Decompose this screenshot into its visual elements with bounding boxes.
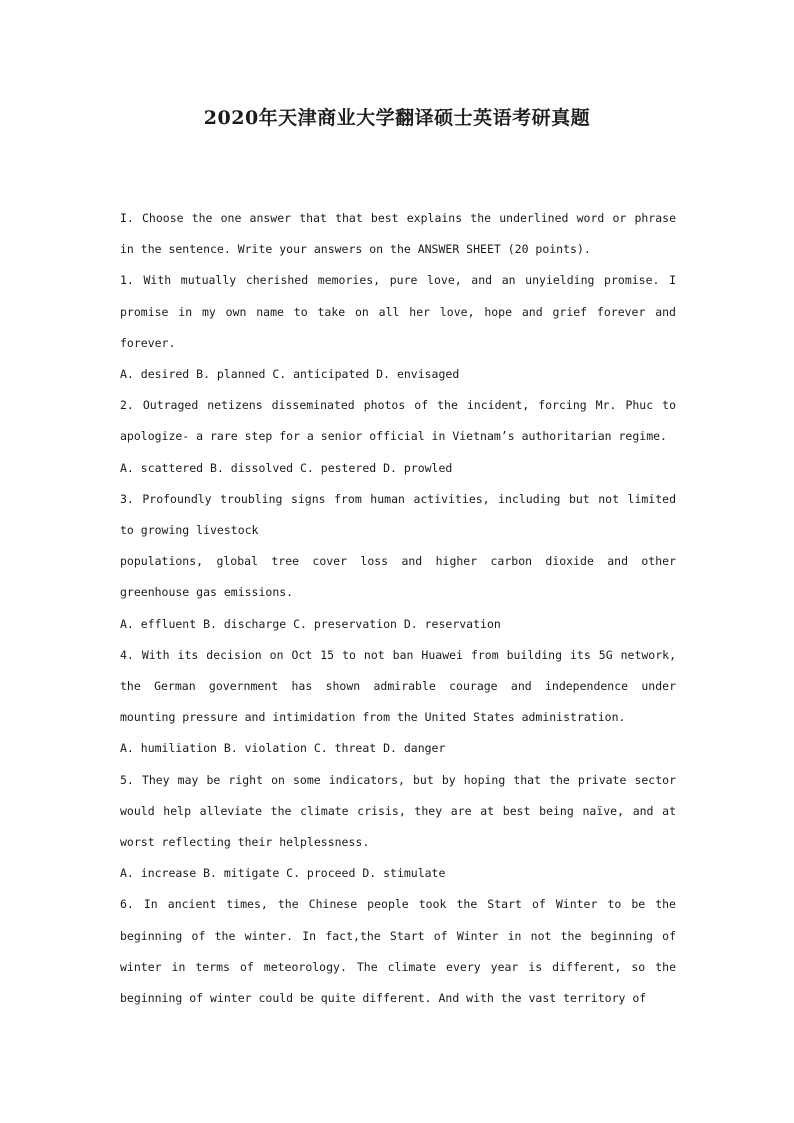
document-body <box>120 203 676 1014</box>
section-instructions: I. Choose the one answer that that best explains the underlined word or phrase in the sentence. Write your answers on the ANSWER SHEET (20 points). <box>120 211 676 257</box>
question-4-options: A. humiliation B. violation C. threat D. danger <box>120 741 446 756</box>
question-3-text-part1: 3. Profoundly troubling signs from human activities, including but not limited to growing livestock <box>120 491 676 538</box>
question-5-text: 5. They may be right on some indicators, but by hoping that the private sector would help alleviate the climate crisis, they are at best being naïve, and at worst reflecting their helplessness. <box>120 772 676 850</box>
question-6-text: 6. In ancient times, the Chinese people took the Start of Winter to be the beginning of the winter. In fact,the Start of Winter in not the beginning of winter in terms of meteorology. The climate every year is different, so the beginning of winter could be quite different. And with the vast territory of <box>120 897 676 1006</box>
page-title: 2020年天津商业大学翻译硕士英语考研真题 <box>203 107 591 129</box>
question-3-text-part2: populations, global tree cover loss and higher carbon dioxide and other greenhouse gas emissions. <box>120 554 676 600</box>
question-1-options: A. desired B. planned C. anticipated D. envisaged <box>120 367 460 382</box>
question-1-text: 1. With mutually cherished memories, pure love, and an unyielding promise. I promise in my own name to take on all her love, hope and grief forever and forever. <box>120 273 676 350</box>
question-4-text: 4. With its decision on Oct 15 to not ban Huawei from building its 5G network, the German government has shown admirable courage and independence under mounting pressure and intimidation from the United States administration. <box>120 647 676 725</box>
question-2-text: 2. Outraged netizens disseminated photos of the incident, forcing Mr. Phuc to apologize- a rare step for a senior official in Vietnam’s authoritarian regime. <box>120 398 676 444</box>
question-5-options: A. increase B. mitigate C. proceed D. stimulate <box>120 866 446 881</box>
question-3-options: A. effluent B. discharge C. preservation D. reservation <box>120 616 501 631</box>
question-2-options: A. scattered B. dissolved C. pestered D. prowled <box>120 460 453 475</box>
